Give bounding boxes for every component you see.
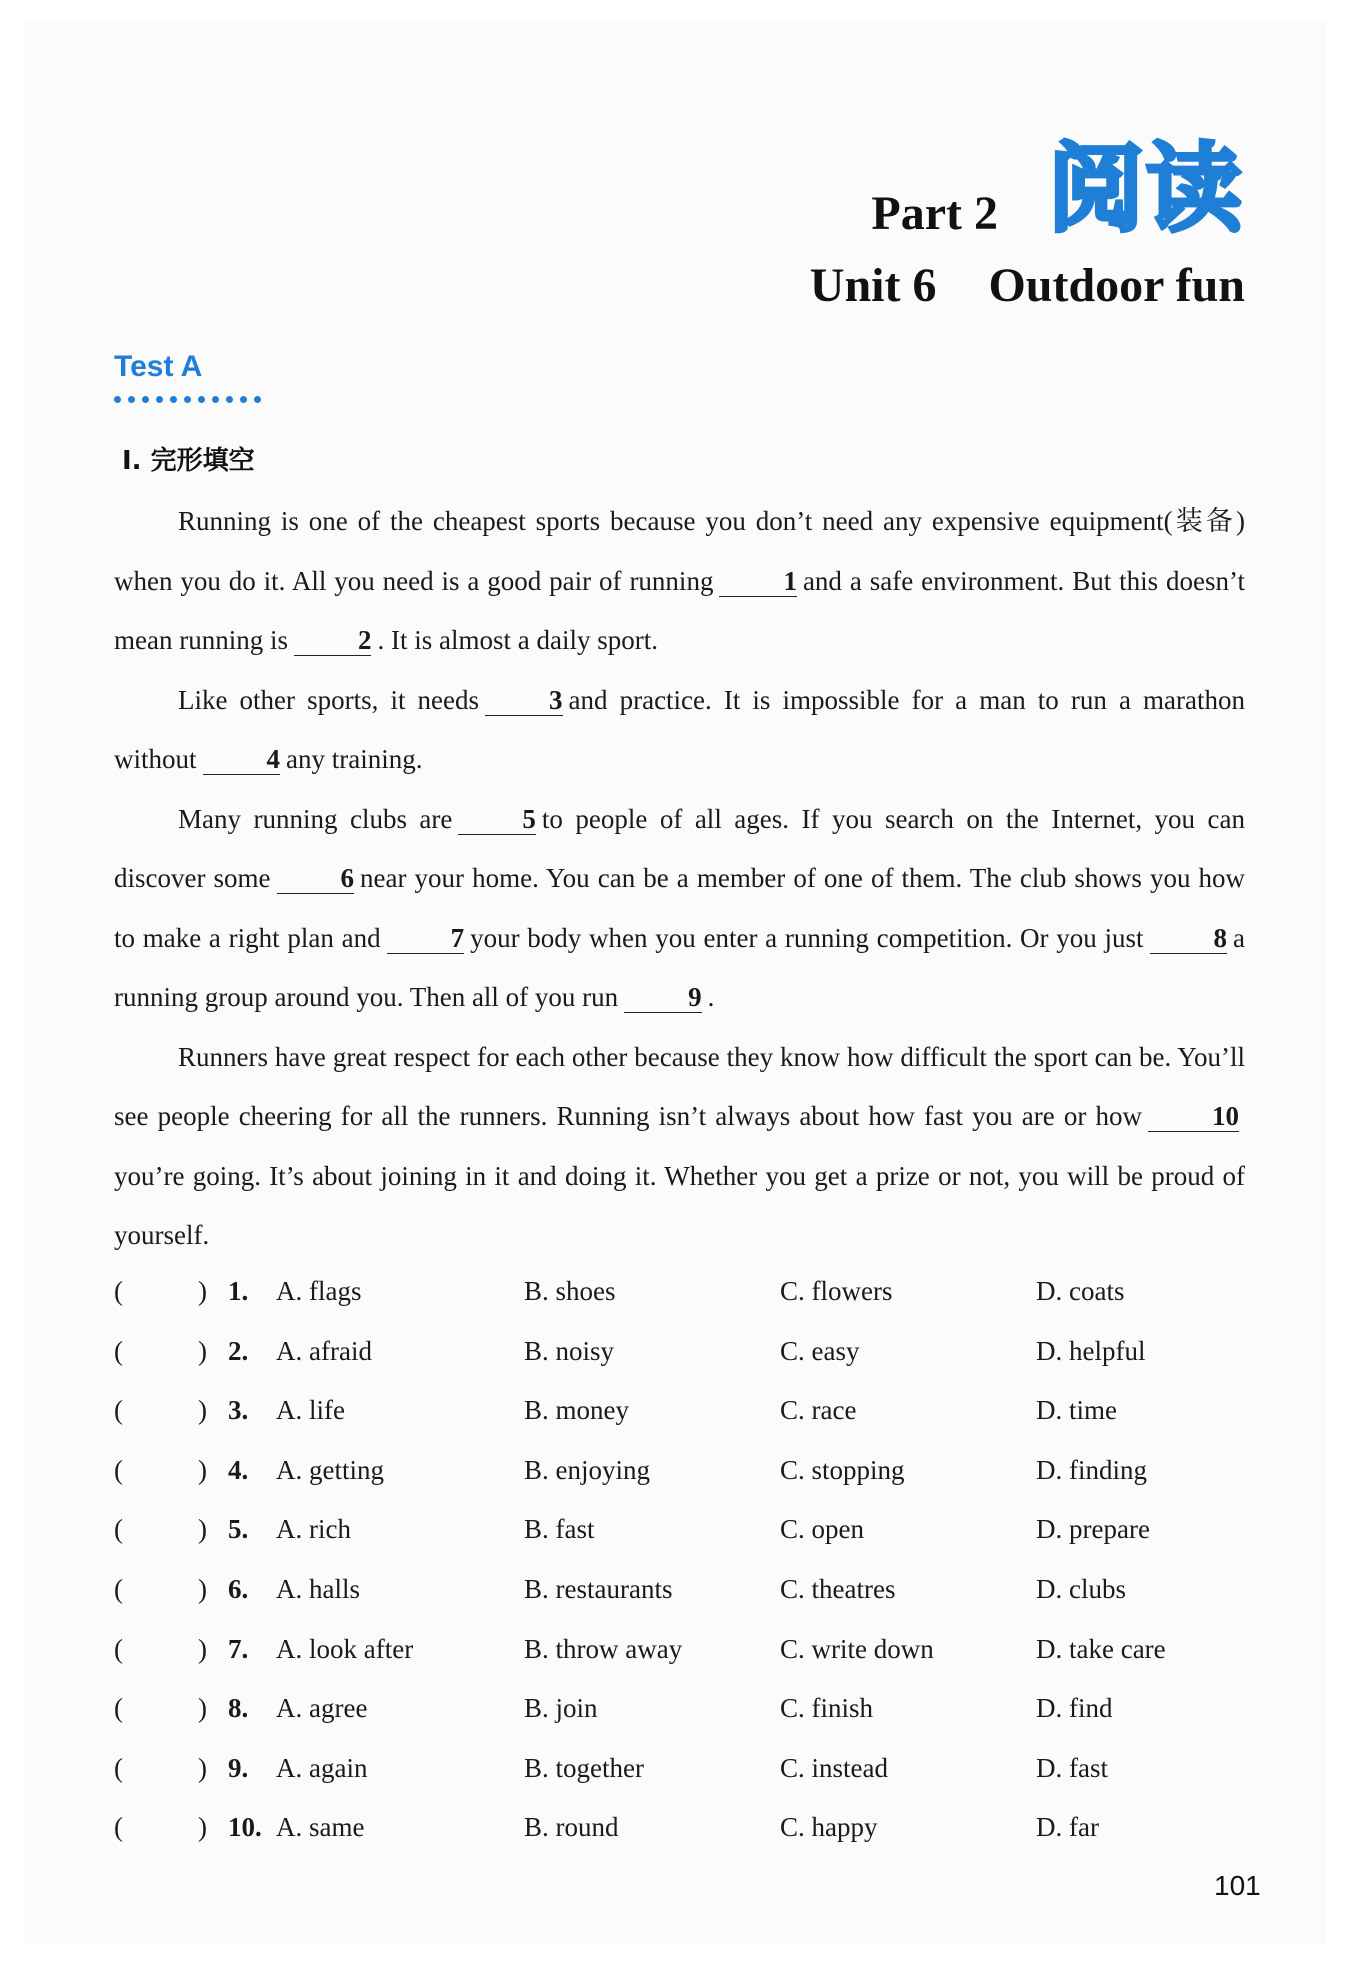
- answer-paren-close: ): [198, 1633, 207, 1664]
- question-number: 9.: [228, 1752, 249, 1783]
- option-d[interactable]: D. coats: [1036, 1276, 1125, 1306]
- option-b[interactable]: B. restaurants: [524, 1573, 673, 1604]
- option-b[interactable]: B. throw away: [524, 1633, 683, 1664]
- answer-paren-open[interactable]: (: [114, 1693, 123, 1724]
- answer-paren-close: ): [198, 1276, 207, 1306]
- answer-blank-9[interactable]: 9: [624, 982, 702, 1013]
- passage-paragraph: Many running clubs are 5 to people of all ages. If you search on the Internet, you can discover some 6 near your home. You can be a member of one of them. The club shows you how to make a right plan and 7 your body when you enter a running competition. Or you just 8 a running group around you. Then all of you run 9 .: [114, 803, 1246, 1012]
- question-number: 10.: [228, 1812, 262, 1843]
- question-row: [114, 1564, 1245, 1624]
- option-b[interactable]: B. noisy: [524, 1335, 615, 1366]
- answer-paren-close: ): [198, 1454, 207, 1485]
- question-row: [114, 1683, 1245, 1743]
- question-number: 4.: [228, 1454, 249, 1485]
- question-number: 8.: [228, 1693, 249, 1724]
- answer-paren-close: ): [198, 1573, 207, 1604]
- option-d[interactable]: D. far: [1036, 1812, 1099, 1843]
- answer-paren-open[interactable]: (: [114, 1812, 123, 1843]
- option-b[interactable]: B. fast: [524, 1514, 595, 1545]
- option-a[interactable]: A. look after: [276, 1633, 414, 1664]
- option-c[interactable]: C. race: [780, 1395, 857, 1426]
- answer-paren-close: ): [198, 1335, 207, 1366]
- question-row: [114, 1326, 1245, 1386]
- question-number: 7.: [228, 1633, 249, 1664]
- option-a[interactable]: A. again: [276, 1752, 368, 1783]
- part-header: [644, 134, 1244, 254]
- option-c[interactable]: C. theatres: [780, 1573, 896, 1604]
- answer-blank-5[interactable]: 5: [458, 804, 536, 835]
- answer-blank-2[interactable]: 2: [294, 625, 372, 656]
- option-c[interactable]: C. write down: [780, 1633, 934, 1664]
- answer-paren-open[interactable]: (: [114, 1752, 123, 1783]
- question-row: [114, 1743, 1245, 1803]
- option-c[interactable]: C. finish: [780, 1693, 874, 1724]
- option-c[interactable]: C. easy: [780, 1335, 860, 1366]
- option-a[interactable]: A. getting: [276, 1454, 384, 1485]
- question-row: [114, 1504, 1245, 1564]
- answer-paren-open[interactable]: (: [114, 1514, 123, 1545]
- option-a[interactable]: A. flags: [276, 1276, 362, 1306]
- question-number: 5.: [228, 1514, 249, 1545]
- test-label-dots: [114, 390, 294, 398]
- option-a[interactable]: A. life: [276, 1395, 345, 1426]
- question-number: 2.: [228, 1335, 249, 1366]
- passage-paragraph: Runners have great respect for each other because they know how difficult the sport can be. You’ll see people cheering for all the runners. Running isn’t always about how fast you are or how 10you’re going. It’s about joining in it and doing it. Whether you get a prize or not, you will be proud of yourself.: [114, 1041, 1245, 1250]
- option-d[interactable]: D. clubs: [1036, 1573, 1126, 1604]
- cloze-passage: [114, 492, 1245, 1266]
- option-d[interactable]: D. helpful: [1036, 1335, 1146, 1366]
- answer-blank-10[interactable]: 10: [1148, 1101, 1239, 1132]
- option-b[interactable]: B. money: [524, 1395, 629, 1426]
- option-c[interactable]: C. open: [780, 1514, 864, 1545]
- option-b[interactable]: B. join: [524, 1693, 598, 1724]
- answer-blank-7[interactable]: 7: [387, 923, 465, 954]
- answer-paren-open[interactable]: (: [114, 1335, 123, 1366]
- test-label: Test A: [114, 350, 203, 383]
- passage-paragraph: Running is one of the cheapest sports because you don’t need any expensive equipment(装备) when you do it. All you need is a good pair of running 1 and a safe environment. But this doesn’t mean running is 2 . It is almost a daily sport.: [114, 506, 1246, 655]
- option-b[interactable]: B. enjoying: [524, 1454, 650, 1485]
- option-a[interactable]: A. same: [276, 1812, 365, 1843]
- option-a[interactable]: A. agree: [276, 1693, 368, 1724]
- answer-paren-open[interactable]: (: [114, 1454, 123, 1485]
- option-a[interactable]: A. afraid: [276, 1335, 372, 1366]
- part-chinese-title: 阅读: [1048, 133, 1244, 245]
- question-row: [114, 1385, 1245, 1445]
- option-c[interactable]: C. happy: [780, 1812, 878, 1843]
- unit-title: Outdoor fun: [988, 259, 1245, 312]
- question-row: [114, 1624, 1245, 1684]
- answer-paren-open[interactable]: (: [114, 1276, 123, 1306]
- part-label: Part 2: [871, 187, 998, 240]
- answer-blank-4[interactable]: 4: [203, 744, 281, 775]
- answer-paren-close: ): [198, 1395, 207, 1426]
- option-a[interactable]: A. halls: [276, 1573, 360, 1604]
- section-title: Ⅰ. 完形填空: [122, 446, 255, 476]
- option-d[interactable]: D. time: [1036, 1395, 1117, 1426]
- answer-blank-6[interactable]: 6: [277, 863, 355, 894]
- option-b[interactable]: B. together: [524, 1752, 644, 1783]
- answer-paren-close: ): [198, 1752, 207, 1783]
- unit-number: Unit 6: [809, 259, 937, 312]
- unit-heading: [810, 258, 1245, 313]
- question-options: [114, 1266, 1245, 1862]
- answer-blank-1[interactable]: 1: [719, 566, 797, 597]
- question-row: [114, 1266, 1245, 1326]
- question-number: 3.: [228, 1395, 249, 1426]
- option-b[interactable]: B. shoes: [524, 1276, 616, 1306]
- answer-paren-open[interactable]: (: [114, 1633, 123, 1664]
- answer-blank-8[interactable]: 8: [1150, 923, 1228, 954]
- option-a[interactable]: A. rich: [276, 1514, 351, 1545]
- option-d[interactable]: D. finding: [1036, 1454, 1147, 1485]
- answer-paren-open[interactable]: (: [114, 1573, 123, 1604]
- option-c[interactable]: C. flowers: [780, 1276, 893, 1306]
- option-d[interactable]: D. take care: [1036, 1633, 1166, 1664]
- option-d[interactable]: D. fast: [1036, 1752, 1108, 1783]
- passage-paragraph: Like other sports, it needs 3 and practice. It is impossible for a man to run a marathon without 4 any training.: [114, 684, 1245, 774]
- page-number: 101: [1214, 1870, 1261, 1901]
- question-number: 6.: [228, 1573, 249, 1604]
- question-row: [114, 1445, 1245, 1505]
- answer-paren-close: ): [198, 1812, 207, 1843]
- option-d[interactable]: D. prepare: [1036, 1514, 1150, 1545]
- answer-blank-3[interactable]: 3: [485, 685, 563, 716]
- answer-paren-close: ): [198, 1514, 207, 1545]
- option-c[interactable]: C. instead: [780, 1752, 888, 1783]
- option-c[interactable]: C. stopping: [780, 1454, 905, 1485]
- question-row: [114, 1802, 1245, 1862]
- option-b[interactable]: B. round: [524, 1812, 619, 1843]
- option-d[interactable]: D. find: [1036, 1693, 1113, 1724]
- answer-paren-close: ): [198, 1693, 207, 1724]
- question-number: 1.: [228, 1276, 249, 1306]
- answer-paren-open[interactable]: (: [114, 1395, 123, 1426]
